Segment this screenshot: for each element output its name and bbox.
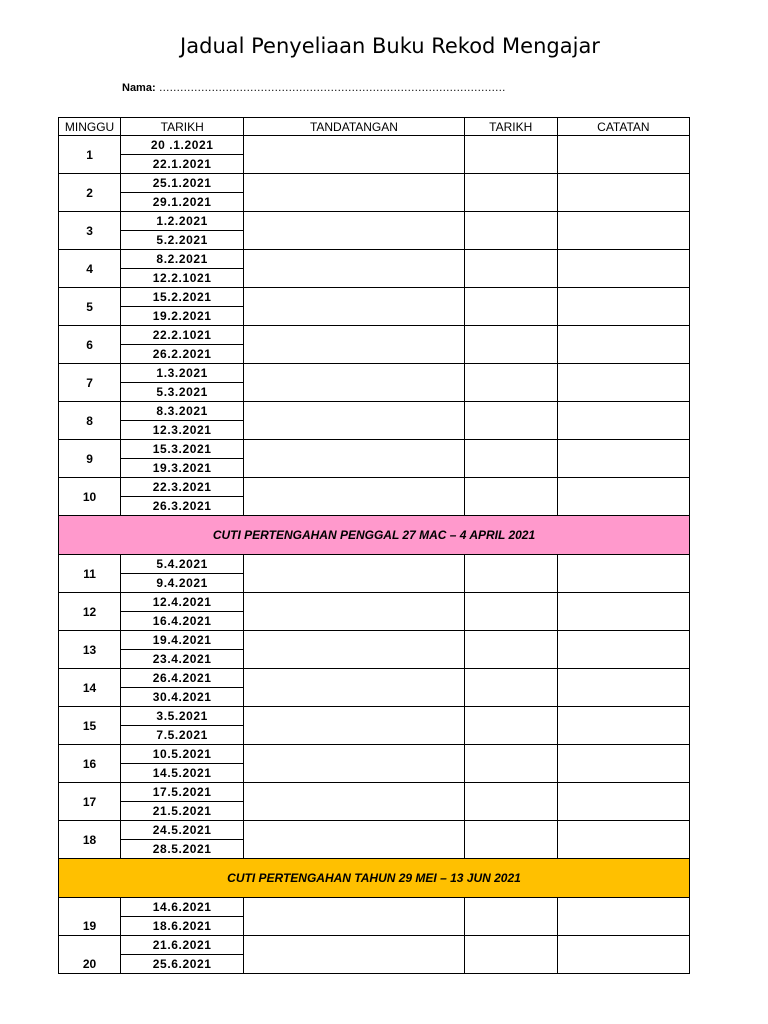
signature-cell[interactable] — [244, 745, 464, 783]
date-start: 1.3.2021 — [121, 364, 244, 383]
signature-cell[interactable] — [244, 440, 464, 478]
week-number: 3 — [59, 212, 121, 250]
date-end: 18.6.2021 — [121, 917, 244, 936]
check-date-cell[interactable] — [464, 669, 557, 707]
header-tarikh-2: TARIKH — [464, 118, 557, 136]
check-date-cell[interactable] — [464, 440, 557, 478]
week-number: 2 — [59, 174, 121, 212]
table-row — [59, 478, 690, 497]
table-row — [59, 212, 690, 231]
notes-cell[interactable] — [557, 707, 689, 745]
week-number: 19 — [59, 898, 121, 936]
signature-cell[interactable] — [244, 593, 464, 631]
notes-cell[interactable] — [557, 555, 689, 593]
week-number: 11 — [59, 555, 121, 593]
date-end: 30.4.2021 — [121, 688, 244, 707]
date-end: 19.2.2021 — [121, 307, 244, 326]
holiday-banner-midterm — [59, 516, 690, 555]
nama-field — [122, 82, 505, 94]
holiday-banner-midyear-label: CUTI PERTENGAHAN TAHUN 29 MEI – 13 JUN 2021 — [59, 859, 690, 898]
table-row — [59, 326, 690, 345]
week-number: 6 — [59, 326, 121, 364]
table-row — [59, 593, 690, 612]
signature-cell[interactable] — [244, 707, 464, 745]
page-title: Jadual Penyeliaan Buku Rekod Mengajar — [180, 34, 600, 58]
signature-cell[interactable] — [244, 288, 464, 326]
week-number: 12 — [59, 593, 121, 631]
header-tarikh: TARIKH — [121, 118, 244, 136]
notes-cell[interactable] — [557, 326, 689, 364]
table-row — [59, 288, 690, 307]
signature-cell[interactable] — [244, 936, 464, 974]
week-number: 9 — [59, 440, 121, 478]
date-end: 12.2.1021 — [121, 269, 244, 288]
date-end: 14.5.2021 — [121, 764, 244, 783]
date-end: 25.6.2021 — [121, 955, 244, 974]
table-row — [59, 745, 690, 764]
nama-label: Nama: — [122, 82, 156, 94]
table-row — [59, 440, 690, 459]
notes-cell[interactable] — [557, 136, 689, 174]
notes-cell[interactable] — [557, 402, 689, 440]
check-date-cell[interactable] — [464, 288, 557, 326]
date-start: 15.3.2021 — [121, 440, 244, 459]
date-end: 22.1.2021 — [121, 155, 244, 174]
week-number: 16 — [59, 745, 121, 783]
check-date-cell[interactable] — [464, 631, 557, 669]
check-date-cell[interactable] — [464, 593, 557, 631]
date-start: 26.4.2021 — [121, 669, 244, 688]
signature-cell[interactable] — [244, 898, 464, 936]
notes-cell[interactable] — [557, 478, 689, 516]
notes-cell[interactable] — [557, 936, 689, 974]
week-number: 8 — [59, 402, 121, 440]
check-date-cell[interactable] — [464, 136, 557, 174]
signature-cell[interactable] — [244, 555, 464, 593]
notes-cell[interactable] — [557, 174, 689, 212]
header-catatan: CATATAN — [557, 118, 689, 136]
notes-cell[interactable] — [557, 440, 689, 478]
signature-cell[interactable] — [244, 250, 464, 288]
date-end: 9.4.2021 — [121, 574, 244, 593]
date-end: 7.5.2021 — [121, 726, 244, 745]
date-start: 25.1.2021 — [121, 174, 244, 193]
table-row — [59, 707, 690, 726]
date-end: 19.3.2021 — [121, 459, 244, 478]
date-start: 8.2.2021 — [121, 250, 244, 269]
notes-cell[interactable] — [557, 250, 689, 288]
notes-cell[interactable] — [557, 745, 689, 783]
week-number: 14 — [59, 669, 121, 707]
table-row — [59, 174, 690, 193]
date-end: 21.5.2021 — [121, 802, 244, 821]
date-start: 24.5.2021 — [121, 821, 244, 840]
table-row — [59, 555, 690, 574]
week-number: 18 — [59, 821, 121, 859]
signature-cell[interactable] — [244, 326, 464, 364]
check-date-cell[interactable] — [464, 174, 557, 212]
week-number: 15 — [59, 707, 121, 745]
date-end: 16.4.2021 — [121, 612, 244, 631]
notes-cell[interactable] — [557, 631, 689, 669]
signature-cell[interactable] — [244, 631, 464, 669]
table-row — [59, 783, 690, 802]
week-number: 17 — [59, 783, 121, 821]
date-start: 17.5.2021 — [121, 783, 244, 802]
week-number: 4 — [59, 250, 121, 288]
header-tandatangan: TANDATANGAN — [244, 118, 464, 136]
date-start: 10.5.2021 — [121, 745, 244, 764]
holiday-banner-midyear — [59, 859, 690, 898]
check-date-cell[interactable] — [464, 555, 557, 593]
date-start: 22.3.2021 — [121, 478, 244, 497]
table-row — [59, 631, 690, 650]
check-date-cell[interactable] — [464, 936, 557, 974]
signature-cell[interactable] — [244, 212, 464, 250]
notes-cell[interactable] — [557, 364, 689, 402]
check-date-cell[interactable] — [464, 364, 557, 402]
signature-cell[interactable] — [244, 821, 464, 859]
check-date-cell[interactable] — [464, 212, 557, 250]
week-number: 5 — [59, 288, 121, 326]
date-start: 22.2.1021 — [121, 326, 244, 345]
signature-cell[interactable] — [244, 402, 464, 440]
date-end: 12.3.2021 — [121, 421, 244, 440]
date-start: 1.2.2021 — [121, 212, 244, 231]
signature-cell[interactable] — [244, 478, 464, 516]
table-row — [59, 136, 690, 155]
date-start: 5.4.2021 — [121, 555, 244, 574]
week-number: 7 — [59, 364, 121, 402]
signature-cell[interactable] — [244, 364, 464, 402]
holiday-banner-midterm-label: CUTI PERTENGAHAN PENGGAL 27 MAC – 4 APRIL 2021 — [59, 516, 690, 555]
header-row — [59, 118, 690, 136]
notes-cell[interactable] — [557, 288, 689, 326]
table-row — [59, 936, 690, 955]
week-number: 20 — [59, 936, 121, 974]
table-row — [59, 364, 690, 383]
date-start: 19.4.2021 — [121, 631, 244, 650]
notes-cell[interactable] — [557, 898, 689, 936]
date-start: 8.3.2021 — [121, 402, 244, 421]
notes-cell[interactable] — [557, 821, 689, 859]
date-start: 21.6.2021 — [121, 936, 244, 955]
date-end: 26.2.2021 — [121, 345, 244, 364]
schedule-table — [58, 117, 690, 974]
table-row — [59, 821, 690, 840]
check-date-cell[interactable] — [464, 402, 557, 440]
table-row — [59, 250, 690, 269]
signature-cell[interactable] — [244, 783, 464, 821]
date-end: 23.4.2021 — [121, 650, 244, 669]
table-row — [59, 402, 690, 421]
check-date-cell[interactable] — [464, 707, 557, 745]
week-number: 10 — [59, 478, 121, 516]
check-date-cell[interactable] — [464, 745, 557, 783]
check-date-cell[interactable] — [464, 821, 557, 859]
date-start: 14.6.2021 — [121, 898, 244, 917]
signature-cell[interactable] — [244, 669, 464, 707]
date-start: 3.5.2021 — [121, 707, 244, 726]
signature-cell[interactable] — [244, 136, 464, 174]
week-number: 1 — [59, 136, 121, 174]
date-end: 26.3.2021 — [121, 497, 244, 516]
week-number: 13 — [59, 631, 121, 669]
date-end: 28.5.2021 — [121, 840, 244, 859]
nama-dots: ……………………………………………………………………………………… — [158, 82, 506, 94]
date-start: 12.4.2021 — [121, 593, 244, 612]
table-row — [59, 669, 690, 688]
notes-cell[interactable] — [557, 212, 689, 250]
notes-cell[interactable] — [557, 669, 689, 707]
date-end: 29.1.2021 — [121, 193, 244, 212]
date-end: 5.2.2021 — [121, 231, 244, 250]
check-date-cell[interactable] — [464, 898, 557, 936]
notes-cell[interactable] — [557, 783, 689, 821]
check-date-cell[interactable] — [464, 250, 557, 288]
signature-cell[interactable] — [244, 174, 464, 212]
check-date-cell[interactable] — [464, 326, 557, 364]
header-minggu: MINGGU — [59, 118, 121, 136]
date-start: 20 .1.2021 — [121, 136, 244, 155]
table-row — [59, 898, 690, 917]
check-date-cell[interactable] — [464, 478, 557, 516]
date-end: 5.3.2021 — [121, 383, 244, 402]
notes-cell[interactable] — [557, 593, 689, 631]
date-start: 15.2.2021 — [121, 288, 244, 307]
check-date-cell[interactable] — [464, 783, 557, 821]
